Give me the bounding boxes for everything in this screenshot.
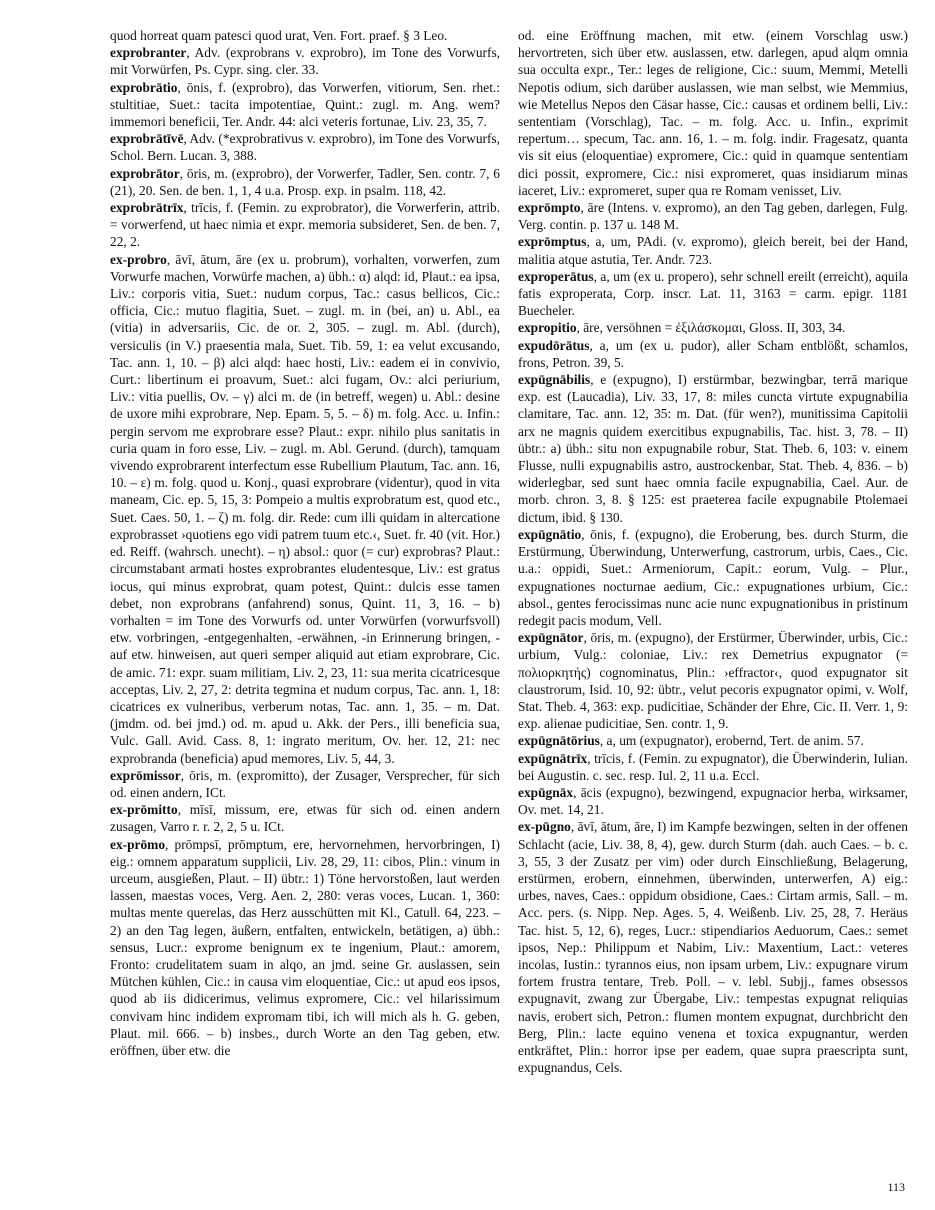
- entry-headword: ex-prōmo: [110, 836, 166, 852]
- dictionary-entry: [110, 251, 500, 767]
- dictionary-entry: [518, 732, 908, 749]
- dictionary-entry: [110, 199, 500, 251]
- dictionary-entry: [518, 818, 908, 1076]
- dictionary-entry: [518, 199, 908, 233]
- entry-text: , āre, versöhnen = ἐξιλάσκομαι, Gloss. II, 303, 34.: [576, 320, 846, 336]
- entry-text: , āre (Intens. v. expromo), an den Tag geben, darlegen, Fulg. Verg. contin. p. 137 u. 148 M.: [518, 200, 908, 233]
- entry-headword: expūgnātrīx: [518, 750, 588, 766]
- right-column: [518, 27, 908, 1076]
- entry-text: , Adv. (*exprobrativus v. exprobro), im Tone des Vorwurfs, Schol. Bern. Lucan. 3, 388.: [110, 131, 500, 164]
- entry-text: , a, um (ex u. propero), sehr schnell ereilt (erreicht), aquila fatis exproperata, Corp. inscr. Lat. 11, 3163 = carm. epigr. 1181 Buecheler.: [518, 268, 908, 319]
- entry-headword: exprobrātrīx: [110, 200, 184, 216]
- entry-text: , Adv. (exprobrans v. exprobro), im Tone des Vorwurfs, mit Vorwürfen, Ps. Cypr. sing. cler. 33.: [110, 45, 500, 78]
- entry-headword: expūgnābilis: [518, 372, 591, 388]
- entry-text: , a, um (ex u. pudor), aller Scham entblößt, schamlos, frons, Petron. 39, 5.: [518, 337, 908, 370]
- entry-text: , a, um, PAdi. (v. expromo), gleich bereit, bei der Hand, malitia atque astutia, Ter. Andr. 723.: [518, 234, 908, 267]
- entry-text: , ācis (expugno), bezwingend, expugnacior herba, wirksamer, Ov. met. 14, 21.: [518, 784, 908, 818]
- entry-text: , ōris, m. (expugno), der Erstürmer, Überwinder, urbis, Cic.: urbium, Vulg.: coloniae, Liv.: rex Demetrius expugnator (= πολιορκητής) cognominatus, Plin.: ›effractor‹, quod expugnator sit claustrorum, Isid. 10, 92: übtr., velut pecoris expugnator opimi, v. Wolf, Stat. Theb. 4, 363: exp. pudicitiae, Schänder der Ehre, Cic. II. Verr. 1, 9: exp. alienae pudicitiae, Sen. contr. 1, 9.: [518, 630, 908, 732]
- dictionary-entry: [110, 767, 500, 801]
- entry-headword: exprōmptus: [518, 234, 587, 250]
- entry-headword: exprobrātio: [110, 79, 178, 95]
- entry-text: , mīsī, missum, ere, etwas für sich od. einen andern zusagen, Varro r. r. 2, 2, 5 u. ICt.: [110, 802, 500, 835]
- entry-text: , trīcis, f. (Femin. zu expugnator), die Überwinderin, Iulian. bei Augustin. c. sec. resp. Iul. 2, 11 u.a. Eccl.: [518, 750, 908, 783]
- entry-text: , prōmpsī, prōmptum, ere, hervornehmen, hervorbringen, I) eig.: omnem apparatum supplicii, Liv. 28, 29, 11: cibos, Plin.: vinum in urceum, ausgießen, Plaut. – II) übtr.: 1) Töne hervorstoßen, laut werden lassen, maestas voces, Verg. Aen. 2, 280: veras voces, Lucan. 1, 360: multas mente querelas, das Herz ausschütten mit Kl., Catull. 64, 223. – 2) an den Tag legen, äußern, entfalten, entwickeln, betätigen, a) übh.: sensus, Lucr.: exprome benignum ex te ingenium, Plaut.: amorem, Fronto: crudelitatem suam in alqo, an jmd. seine Gr. auslassen, sein Mütchen kühlen, Cic.: in causa vim eloquentiae, Cic.: ut apud eos ipsos, quod ab iis didicerimus, velimus expromere, Cic.: vel hilarissimum convivam hinc indidem expromam tibi, ich will mich als h. G. geben, Plaut. mil. 666. – b) insbes., durch Worte an den Tag geben, etw. eröffnen, über etw. die: [110, 836, 500, 1058]
- dictionary-entry: [518, 337, 908, 371]
- entry-text: , ōnis, f. (exprobro), das Vorwerfen, vitiorum, Sen. rhet.: stultitiae, Suet.: tacita impotentiae, Quint.: zugl. m. Ang. wem? immemori beneficii, Ter. Andr. 44: alci veteris fortunae, Liv. 23, 35, 7.: [110, 79, 500, 130]
- entry-text: , ōnis, f. (expugno), die Eroberung, bes. durch Sturm, die Erstürmung, Überwindung, Unterwerfung, castrorum, urbis, Caes., Cic. u.a.: oppidi, Suet.: Armeniorum, Capit.: eorum, Vulg. – Plur., expugnationes nocturnae aedium, Cic.: expugnationes urbium, Cic.: absol., gentes ferocissimas nunc acie nunc expugnationibus in pristinum redegit pacis modum, Vell.: [518, 526, 908, 628]
- dictionary-entry: [110, 27, 500, 44]
- entry-text: , trīcis, f. (Femin. zu exprobrator), die Vorwerferin, attrib. = vorwerfend, ut haec nimia et expr. memoria subsideret, Sen. de ben. 7, 22, 2.: [110, 200, 500, 250]
- dictionary-entry: [110, 836, 500, 1060]
- entry-text: , ōris, m. (expromitto), der Zusager, Versprecher, für sich od. einen andern, ICt.: [110, 767, 500, 800]
- entry-text: quod horreat quam patesci quod urat, Ven. Fort. praef. § 3 Leo.: [110, 28, 448, 43]
- dictionary-entry: [518, 371, 908, 526]
- entry-headword: expūgnāx: [518, 784, 574, 800]
- dictionary-entry: [518, 27, 908, 199]
- entry-headword: expūgnātio: [518, 526, 582, 542]
- dictionary-entry: [518, 319, 908, 336]
- dictionary-entry: [110, 130, 500, 164]
- entry-headword: exprobrātīvē: [110, 131, 184, 147]
- entry-text: , ōris, m. (exprobro), der Vorwerfer, Tadler, Sen. contr. 7, 6 (21), 20. Sen. de ben. 1, 1, 4 u.a. Prosp. exp. in psalm. 118, 42.: [110, 165, 500, 198]
- dictionary-entry: [110, 801, 500, 835]
- dictionary-entry: [110, 165, 500, 199]
- entry-headword: expūgnātor: [518, 630, 584, 646]
- dictionary-entry: [110, 44, 500, 78]
- entry-text: , e (expugno), I) erstürmbar, bezwingbar, terrā marique exp. est (Laucadia), Liv. 33, 17, 8: miles cuncta virtute expugnabilia clamitare, Tac. ann. 12, 35: m. Dat. (für wen?), munitissima Capitolii arx ne magnis quidem exercitibus expugnabilis, Tac. hist. 3, 78. – II) übtr.: a) übh.: situ non expugnabile robur, Stat. Theb. 6, 103: v. einem Flusse, nulli expugnabilis astro, austrockenbar, Stat. Theb. 4, 836. – b) widerlegbar, sed sunt haec omnia facile expugnabilia, Cael. Aur. de morb. chron. 3, 8. § 125: est praeterea facile expugnabile Ptolemaei dictum, ibid. § 130.: [518, 372, 908, 525]
- entry-headword: expūgnātōrius: [518, 733, 600, 749]
- dictionary-entry: [518, 526, 908, 629]
- entry-headword: ex-pūgno: [518, 819, 571, 835]
- dictionary-entry: [518, 268, 908, 320]
- entry-text: od. eine Eröffnung machen, mit etw. (einem Vorschlag usw.) hervortreten, sich über etw. auslassen, etw. darlegen, apud alqm omnia sua occulta expr., Ter.: leges de religione, Cic.: suum, Memmi, Metelli Nepotis odium, sich darüber auslassen, wie man selbst, wie Memmius, wie Metellus Nepos den Cäsar hasse, Cic.: causas et ordinem belli, Liv.: sententiam (Vorschlag), Tac. – m. folg. Acc. u. Infin., exprimit repertum… specum, Tac. ann. 16, 1. – m. folg. indir. Fragesatz, quanta vis sit eius (eloquentiae) expromere, Cic.: quid in quamque sententiam dici possit, expromere, Cic.: nisi expromeret, quas insidiarum minas iaceret, Liv.: expromeret, super qua re Romam venisset, Liv.: [518, 28, 908, 198]
- dictionary-entry: [110, 79, 500, 131]
- entry-text: , a, um (expugnator), erobernd, Tert. de anim. 57.: [599, 733, 864, 749]
- entry-headword: ex-prōmitto: [110, 802, 178, 818]
- entry-headword: exprobrātor: [110, 165, 180, 181]
- dictionary-entry: [518, 750, 908, 784]
- entry-headword: ex-probro: [110, 251, 167, 267]
- entry-headword: exproperātus: [518, 268, 594, 284]
- entry-text: , āvī, ātum, āre, I) im Kampfe bezwingen, selten in der offenen Schlacht (acie, Liv. 38, 8, 4), gew. durch Sturm (dah. auch Caes. – b. c. 3, 55, 3 der Zusatz per vim) oder durch Einschließung, Belagerung, erstürmen, erobern, einnehmen, überwinden, unterwerfen, A) eig.: urbes, naves, Caes.: oppidum obsidione, Caes.: Cirtam armis, Sall. – m. Acc. pers. (s. Nipp. Nep. Ages. 5, 4. Weißenb. Liv. 25, 28, 7. Heräus Tac. hist. 5, 12, 6), reges, Lucr.: stipendiarios Aeduorum, Caes.: semet ipsos, Nep.: Philippum et Nabim, Liv.: Maxentium, Lact.: veteres incolas, Iustin.: tyrannos eius, non ipsam urbem, Liv.: expugnare virum fortem frustra tentare, Treb. Poll. – v. lebl. Subjj., fames obsessos expugnavit, zwang zur Übergabe, Liv.: tempestas expugnat reliquias navis, erobert sich, Petron.: flumen montem expugnat, durchbricht den Berg, Plin.: lacte equino venena et toxica expugnantur, werden entkräftet, Plin.: horror ipse per eadem, quae supra praescripta sunt, expugnandus, Cels.: [518, 819, 908, 1076]
- dictionary-entry: [518, 233, 908, 267]
- entry-text: , āvī, ātum, āre (ex u. probrum), vorhalten, vorwerfen, zum Vorwurfe machen, Vorwürfe machen, a) übh.: α) alqd: id, Plaut.: ea ipsa, Liv.: corporis vitia, Suet.: nudum corpus, Tac.: casus bellicos, Cic.: officia, Cic.: mutuo flagitia, Suet. – zugl. m. in (bei, an) u. Abl., ea (vitia) in adversariis, Cic. de or. 2, 305. – zugl. m. Abl. (durch), versiculis (in V.) praesentia mala, Suet. Tib. 59, 1: ea velut excusando, Tac. ann. 1, 10. – β) alci alqd: haec hosti, Liv.: eadem ei in convivio, Curt.: libertinum ei proavum, Suet.: alci fugam, Ov.: alci periurium, Liv.: vitia puellis, Ov. – γ) alci m. de (in betreff, wegen) u. Abl.: desine de uxore mihi exprobrare, Nep. Epam. 5, 5. – δ) m. folg. Acc. u. Infin.: pergin servom me exprobrare esse? Plaut.: expr. nihilo plus sanitatis in curia quam in foro esse, Liv. – zugl. m. Abl. Gerund. (durch), tamquam vivendo exprobrarent interfectum esse Rubellium Plautum, Tac. ann. 16, 10. – ε) m. folg. quod u. Konj., quasi exprobrare (videntur), quod in vita maneam, Cic. ep. 5, 15, 3: Pompeio a multis exprobratum est, quod etc., Suet. Caes. 50, 1. – ζ) m. folg. dir. Rede: cum illi quidam in altercatione exprobrasset ›quotiens ego vidi patrem tuum etc.‹, Suet. fr. 40 (vit. Hor.) ed. Reiff. (wahrsch. unecht). – η) absol.: quor (= cur) exprobras? Plaut.: circumstabant armati hostes exprobrantes eludentesque, Liv.: est gratus iocus, qui minus exprobrat, quam potest, Quint.: dulcis esse tamen debet, non exprobrans (anfahrend) sonus, Quint. 11, 3, 16. – b) vorhalten = im Tone des Vorwurfs od. unter Vorwürfen (vorwurfsvoll) etw. vorbringen, -entgegenhalten, -erwähnen, -in Erinnerung bringen, -auf etw. hinweisen, aut queri semper aliquid aut etiam exprobrare, Cic. de amic. 71: expr. suam militiam, Liv. 2, 23, 11: sua merita cicatricesque acceptas, Liv. 2, 27, 2: detrita tegmina et nudum corpus, Tac. ann. 1, 18: cicatrices ex vulneribus, verberum notas, Tac. ann. 1, 35. – m. Dat. (jmdm. od. bei jmd.) od. m. apud u. Akk. der Pers., illi beneficia sua, Vulc. Gall. Avid. Cass. 8, 1: ingrato meritum, Ov. her. 12, 21: nec exprobranda (beneficia) apud memores, Liv. 5, 44, 3.: [110, 251, 500, 766]
- entry-headword: expudōrātus: [518, 337, 590, 353]
- entry-headword: exprōmpto: [518, 200, 581, 216]
- entry-headword: expropitio: [518, 320, 577, 336]
- dictionary-entry: [518, 784, 908, 818]
- left-column: [110, 27, 500, 1059]
- entry-headword: exprōmissor: [110, 767, 181, 783]
- entry-headword: exprobranter: [110, 45, 187, 61]
- dictionary-entry: [518, 629, 908, 732]
- page-number: 113: [887, 1180, 905, 1194]
